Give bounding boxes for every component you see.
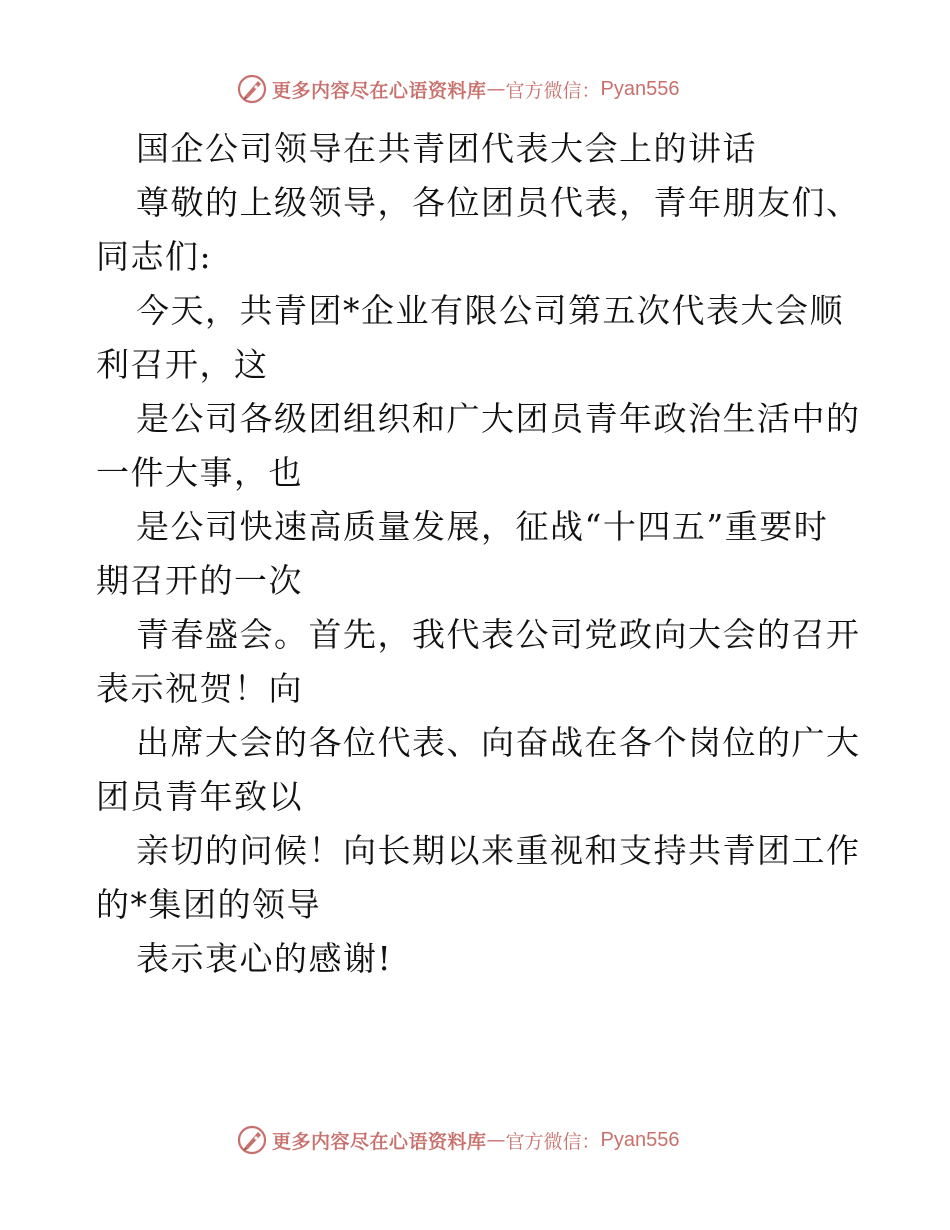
- paragraph-line: 表示祝贺！向: [96, 669, 303, 708]
- banner-separator: —: [486, 1129, 506, 1151]
- paragraph-line: 同志们:: [96, 237, 213, 276]
- document-body: [96, 122, 861, 986]
- paragraph-line: 今天，共青团*企业有限公司第五次代表大会顺: [136, 291, 844, 330]
- quill-pen-logo-icon: [236, 73, 268, 105]
- paragraph-line: 亲切的问候！向长期以来重视和支持共青团工作: [136, 831, 861, 870]
- paragraph-line: 是公司快速高质量发展，征战“十四五”重要时: [136, 507, 829, 546]
- wechat-id: Pyan556: [600, 1128, 680, 1151]
- banner-separator: —: [486, 78, 506, 100]
- paragraph-line: 的*集团的领导: [96, 885, 321, 924]
- document-title: 国企公司领导在共青团代表大会上的讲话: [136, 129, 757, 168]
- paragraph-line: 青春盛会。首先，我代表公司党政向大会的召开: [136, 615, 861, 654]
- header-banner: [236, 72, 680, 106]
- banner-text: 更多内容尽在心语资料库: [272, 79, 487, 102]
- paragraph-line: 是公司各级团组织和广大团员青年政治生活中的: [136, 399, 861, 438]
- paragraph-line: 表示衷心的感谢!: [136, 939, 393, 978]
- paragraph-line: 出席大会的各位代表、向奋战在各个岗位的广大: [136, 723, 861, 762]
- paragraph-line: 期召开的一次: [96, 561, 303, 600]
- wechat-id: Pyan556: [600, 77, 680, 100]
- paragraph-line: 尊敬的上级领导，各位团员代表，青年朋友们、: [136, 183, 861, 222]
- wechat-label: 官方微信：: [505, 79, 601, 102]
- paragraph-line: 一件大事，也: [96, 453, 303, 492]
- quill-pen-logo-icon: [236, 1124, 268, 1156]
- paragraph-line: 团员青年致以: [96, 777, 303, 816]
- wechat-label: 官方微信：: [505, 1130, 601, 1153]
- footer-banner: [236, 1123, 680, 1157]
- paragraph-line: 利召开，这: [96, 345, 269, 384]
- banner-text: 更多内容尽在心语资料库: [272, 1130, 487, 1153]
